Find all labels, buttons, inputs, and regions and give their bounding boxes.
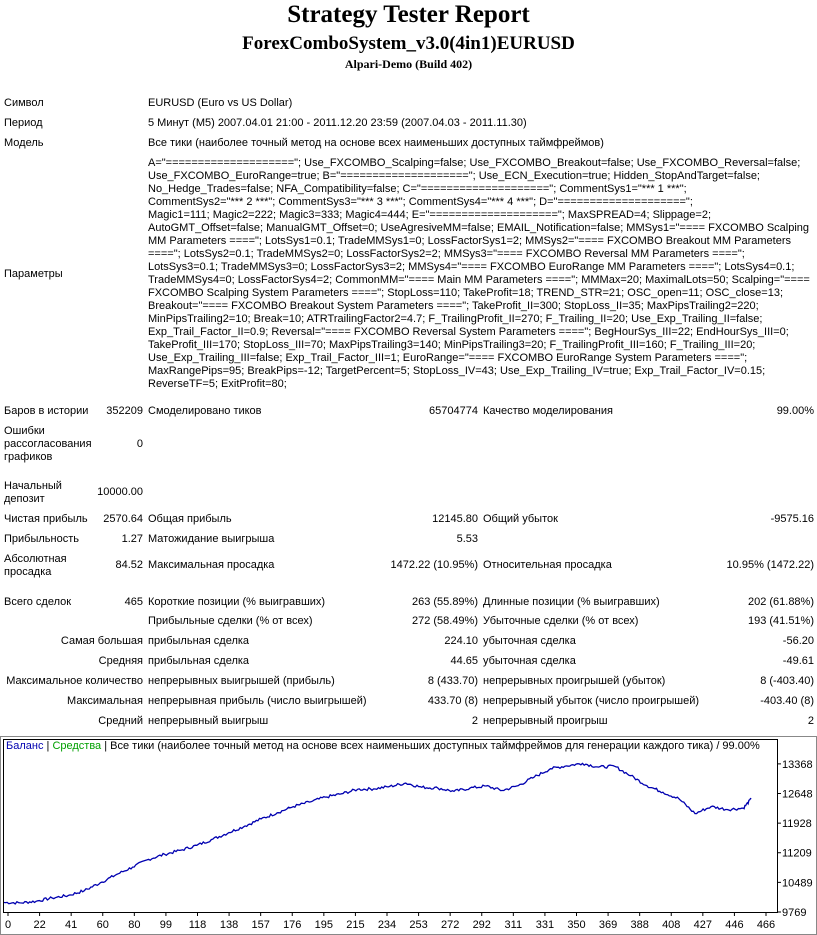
period-value: 5 Минут (M5) 2007.04.01 21:00 - 2011.12.20 23:59 (2007.04.03 - 2011.11.30) [148, 117, 527, 129]
plot-area [4, 740, 778, 913]
x-tick-label: 60 [96, 919, 109, 931]
short-value: 263 (55.89%) [411, 596, 478, 608]
report-title: Strategy Tester Report [287, 1, 530, 28]
params-label: Параметры [4, 268, 63, 280]
y-tick-label: 12648 [782, 788, 813, 801]
max-cons-losses-label: непрерывных проигрышей (убыток) [483, 675, 666, 687]
y-tick-label: 13368 [782, 758, 813, 771]
model-label: Модель [4, 137, 44, 149]
legend: Баланс | Средства | Все тики (наиболее точный метод на основе всех наименьших доступных таймфреймов для генерации каждого тика) / 99.00% [6, 740, 760, 752]
max-cons-wins-label: непрерывных выигрышей (прибыль) [148, 675, 335, 687]
x-tick-label: 138 [219, 919, 239, 931]
x-tick-label: 176 [283, 919, 302, 931]
x-tick-label: 427 [693, 919, 713, 931]
legend-balance: Баланс [6, 740, 44, 752]
gross-profit-value: 12145.80 [432, 513, 478, 525]
payoff-label: Матожидание выигрыша [148, 533, 275, 545]
y-tick-label: 10489 [782, 877, 813, 890]
net-value: 2570.64 [103, 513, 143, 525]
max-dd-value: 1472.22 (10.95%) [390, 559, 478, 571]
rel-dd-label: Относительная просадка [483, 559, 612, 571]
total-value: 465 [124, 596, 143, 608]
model-value: Все тики (наиболее точный метод на основе всех наименьших доступных таймфреймов) [148, 137, 604, 149]
max-cons-loss-label: непрерывный убыток (число проигрышей) [483, 695, 700, 707]
x-tick-label: 215 [346, 919, 365, 931]
long-value: 202 (61.88%) [747, 596, 814, 608]
deposit-label: Начальный депозит [4, 480, 62, 505]
x-tick-label: 157 [251, 919, 270, 931]
x-tick-label: 369 [598, 919, 618, 931]
gross-profit-label: Общая прибыль [148, 513, 232, 525]
x-tick-label: 0 [4, 919, 12, 931]
y-tick-label: 11209 [782, 847, 812, 860]
short-label: Короткие позиции (% выигравших) [148, 596, 326, 608]
abs-dd-value: 84.52 [115, 559, 143, 571]
symbol-label: Символ [4, 97, 44, 109]
rel-dd-value: 10.95% (1472.22) [726, 559, 814, 571]
avg-profit-label: прибыльная сделка [148, 655, 250, 667]
x-tick-label: 446 [725, 919, 744, 931]
largest-profit-label: прибыльная сделка [148, 635, 250, 647]
loss-trades-label: Убыточные сделки (% от всех) [483, 615, 639, 627]
x-tick-label: 253 [409, 919, 428, 931]
payoff-value: 5.53 [456, 533, 478, 545]
max-cons-wins-value: 8 (433.70) [427, 675, 478, 687]
maximal-label: Максимальная [67, 695, 143, 707]
period-label: Период [4, 117, 43, 129]
x-tick-label: 292 [472, 919, 491, 931]
params-value: A="===================="; Use_FXCOMBO_Scalping=false; Use_FXCOMBO_Breakout=false; Use_FXCOMBO_Reversal=false; Use_FXCOMBO_EuroRange=true; B="===================="; Use_ECN_Execution=true; Hidden_StopAndTarget=false; No_Hedge_Trades=false; NFA_Compatibility=false; C="===================="; CommentSys1="*** 1 ***"; CommentSys2="*** 2 ***"; CommentSys3="*** 3 ***"; CommentSys4="*** 4 ***"; D="===================="; Magic1=111; Magic2=222; Magic3=333; Magic4=444; E="===================="; MaxSPREAD=4; Slippage=2; AutoGMT_Offset=false; ManualGMT_Offset=0; UseAgresiveMM=false; EMAIL_Notification=false; MMSys1="==== FXCOMBO Scalping MM Parameters ===="; LotsSys1=0.1; TradeMMSys1=0; LossFactorSys1=2; MMSys2="==== FXCOMBO Breakout MM Parameters ===="; LotsSys2=0.1; TradeMMSys2=0; LossFactorSys2=2; MMSys3="==== FXCOMBO Reversal MM Parameters ===="; LotsSys3=0.1; TradeMMSys3=0; LossFactorSys3=2; MMSys4="==== FXCOMBO EuroRange MM Parameters ===="; LotsSys4=0.1; TradeMMSys4=0; LossFactorSys4=2; CommonMM="==== Main MM Parameters ===="; MMMax=20; MaximalLots=50; Scalping="==== FXCOMBO Scalping System Parameters ===="; StopLoss=110; TakeProfit=18; TREND_STR=21; OSC_open=11; OSC_close=13; Breakout="==== FXCOMBO Breakout System Parameters ===="; TakeProfit_II=300; StopLoss_II=35; MaxPipsTrailing2=220; MinPipsTrailing2=10; Break=10; ATRTrailingFactor2=4.7; F_TrailingProfit_II=270; F_Trailing_II=20; Use_Exp_Trailing_II=false; Exp_Trail_Factor_II=0.9; Reversal="==== FXCOMBO Reversal System Parameters ===="; BegHourSys_III=22; EndHourSys_III=0; TakeProfit_III=170; StopLoss_III=70; MaxPipsTrailing3=140; MinPipsTrailing3=20; F_TrailingProfit_III=160; F_Trailing_III=20; Use_Exp_Trailing_III=false; Exp_Trail_Factor_III=1; EuroRange="==== FXCOMBO EuroRange System Parameters ===="; MaxRangePips=95; BreakPips=-12; TargetPercent=5; StopLoss_IV=43; Use_Exp_Trailing_IV=true; Exp_Trail_Factor_IV=0.15; ReverseTF=5; ExitProfit=80; [148, 157, 810, 390]
x-tick-label: 408 [662, 919, 681, 931]
server-name: Alpari-Demo (Build 402) [344, 57, 473, 71]
avg-cons-label: Средний [98, 715, 143, 727]
profit-trades-label: Прибыльные сделки (% от всех) [148, 615, 313, 627]
abs-dd-label: Абсолютная просадка [4, 553, 67, 578]
balance-chart [0, 736, 817, 935]
bars-label: Баров в истории [4, 405, 89, 417]
bars-value: 352209 [106, 405, 143, 417]
gross-loss-value: -9575.16 [770, 513, 814, 525]
avg-loss-label: убыточная сделка [483, 655, 576, 667]
avg-cons-wins-value: 2 [471, 715, 478, 727]
largest-profit-value: 224.10 [444, 635, 478, 647]
x-tick-label: 272 [440, 919, 460, 931]
largest-loss-label: убыточная сделка [483, 635, 576, 647]
profit-trades-value: 272 (58.49%) [411, 615, 478, 627]
avg-loss-value: -49.61 [782, 655, 814, 667]
max-count-label: Максимальное количество [6, 675, 143, 687]
errors-label: Ошибки рассогласования графиков [4, 425, 92, 463]
max-cons-profit-value: 433.70 (8) [427, 695, 478, 707]
x-tick-label: 22 [33, 919, 46, 931]
x-tick-label: 350 [567, 919, 586, 931]
max-cons-profit-label: непрерывная прибыль (число выигрышей) [148, 695, 367, 707]
x-tick-label: 80 [128, 919, 141, 931]
total-label: Всего сделок [4, 596, 72, 608]
legend-description: Все тики (наиболее точный метод на основе всех наименьших доступных таймфреймов для генерации каждого тика) / 99.00% [110, 740, 760, 752]
ticks-label: Смоделировано тиков [148, 405, 262, 417]
x-tick-label: 41 [65, 919, 78, 931]
long-label: Длинные позиции (% выигравших) [483, 596, 660, 608]
avg-cons-losses-label: непрерывный проигрыш [483, 715, 608, 727]
max-cons-losses-value: 8 (-403.40) [760, 675, 814, 687]
loss-trades-value: 193 (41.51%) [747, 615, 814, 627]
y-tick-label: 11928 [782, 818, 812, 831]
x-tick-label: 99 [159, 919, 173, 931]
avg-profit-value: 44.65 [450, 655, 478, 667]
max-dd-label: Максимальная просадка [148, 559, 275, 571]
largest-loss-value: -56.20 [782, 635, 814, 647]
pf-value: 1.27 [121, 533, 143, 545]
avg-cons-wins-label: непрерывный выигрыш [148, 715, 269, 727]
x-tick-label: 195 [314, 919, 334, 931]
average-label: Средняя [98, 655, 143, 667]
max-cons-loss-value: -403.40 (8) [760, 695, 814, 707]
quality-value: 99.00% [776, 405, 814, 417]
deposit-value: 10000.00 [97, 486, 143, 498]
ticks-value: 65704774 [429, 405, 478, 417]
largest-label: Самая большая [60, 635, 143, 647]
gross-loss-label: Общий убыток [483, 513, 558, 525]
x-tick-label: 388 [630, 919, 649, 931]
y-tick-label: 9769 [782, 907, 807, 919]
avg-cons-losses-value: 2 [807, 715, 814, 727]
errors-value: 0 [136, 438, 143, 450]
x-tick-label: 311 [504, 919, 523, 931]
x-tick-label: 118 [188, 919, 207, 931]
x-tick-label: 234 [377, 919, 397, 931]
pf-label: Прибыльность [4, 533, 79, 545]
legend-equity: Средства [52, 740, 102, 752]
net-label: Чистая прибыль [4, 513, 88, 525]
expert-name: ForexComboSystem_v3.0(4in1)EURUSD [242, 33, 575, 54]
symbol-value: EURUSD (Euro vs US Dollar) [148, 97, 293, 109]
x-tick-label: 466 [756, 919, 776, 931]
x-tick-label: 331 [535, 919, 555, 931]
quality-label: Качество моделирования [483, 405, 613, 417]
